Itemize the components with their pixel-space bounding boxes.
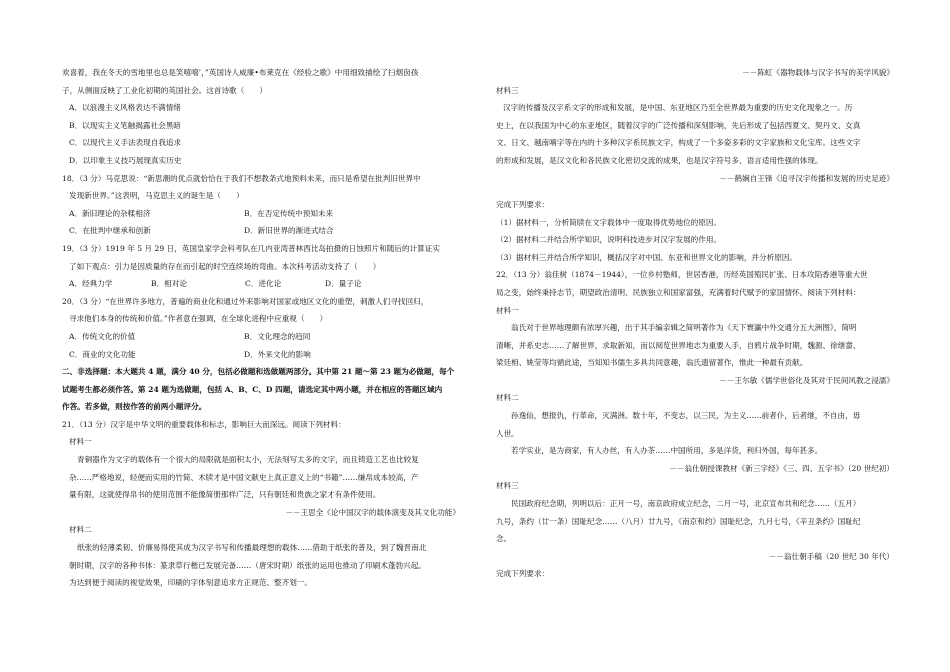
requirement-item: （1）据材料一，分析简牍在文字载体中一度取得优势地位的原因。 <box>496 217 722 227</box>
q18-line: 18．（3 分）马克思说：“新思潮的优点就恰恰在于我们不想教条式地预料未来，而只是希望在批判旧世界中 <box>62 173 421 183</box>
material-label: 材料三 <box>496 85 519 95</box>
q17-option-a: A．以浪漫主义风格表达不满情绪 <box>69 103 181 113</box>
right-column <box>496 64 898 583</box>
q20-options-row <box>62 328 464 346</box>
q19-options-row <box>62 275 464 293</box>
material-text: 翁氏对于世界地理颇有浓厚兴趣，出于其手编亲辑之简明著作为《天下寰瀛中外交通分五大洲图》，简明 <box>511 323 857 333</box>
material-text: 梁廷枏、姚莹等均循此途，当知知书儒生多具共同意趣，翁氏遗留著作，惟此一种最有贡献。 <box>496 358 808 368</box>
material-source: －－王尔敏《儒学世俗化及其对于民间风教之浸濡》 <box>719 375 894 385</box>
q20-option-a: A．传统文化的价值 <box>69 331 136 341</box>
material-text: 杂……严格地说，轻便而实用的竹简、木牍才是中国文献史上真正意义上的“书籍”……缣帛成本较高，产 <box>69 472 419 482</box>
q19-option-c: C．进化论 <box>245 279 282 289</box>
q18-options-row <box>62 205 464 223</box>
material-label: 材料一 <box>69 437 92 447</box>
section-heading: 作答。若多做，则按作答的前两小题评分。 <box>62 402 207 412</box>
material-text: 清晰，并系史志……了解世界，求取新知，而以阅览世界地志为重要入手，自鸦片战争时期，魏源、徐继畲、 <box>496 340 861 350</box>
q17-option-b: B．以现实主义笔触揭露社会黑暗 <box>69 120 181 130</box>
left-column <box>62 64 464 592</box>
material-text: 朝时期，汉字的各种书体：篆隶草行楷已发展完备……（唐宋时期）纸张的运用也推动了印刷术蓬勃兴起。 <box>69 560 426 570</box>
material-text: 汉字的传播及汉字系文字的形成和发展，是中国、东亚地区乃至全世界最为重要的历史文化现象之一。历 <box>503 103 853 113</box>
material-source: －－翁仕朝授课教材《新三字经》《三、四、五字书》（20 世纪初） <box>669 463 894 473</box>
q20-options-row <box>62 346 464 364</box>
q17-line: 子，从侧面反映了工业化初期的英国社会。这首诗歌（ ） <box>62 85 268 95</box>
q18-option-d: D．新旧世界的渐进式结合 <box>244 226 334 236</box>
material-source: －－鹤娴自王锋《追寻汉字传播和发展的历史足迹》 <box>719 173 894 183</box>
q18-option-b: B．在否定传统中预知未来 <box>244 208 334 218</box>
requirements-heading: 完成下列要求： <box>496 199 550 209</box>
section-heading: 二、非选择题：本大题共 4 题，满分 40 分，包括必做题和选做题两部分。其中第 21 题～第 23 题为必做题，每个 <box>62 367 455 377</box>
material-label: 材料二 <box>496 393 519 403</box>
material-text: 人世。 <box>496 428 519 438</box>
material-label: 材料一 <box>496 305 519 315</box>
material-source: －－翁仕朝手稿（20 世纪 30 年代） <box>768 551 894 561</box>
q20-line: 寻求他们本身的传统和价值。”作者意在强调，在全球化进程中应重视（ ） <box>69 314 328 324</box>
material-text: 念。 <box>496 534 512 544</box>
material-text: 为达到便于阅读的视觉效果，印刷的字体刻意追求方正规范、整齐划一。 <box>69 578 312 588</box>
spacer <box>496 187 898 196</box>
material-text: 文、日文、越南喃字等在内的十多种汉字系民族文字，构成了一个多姿多彩的文字家族和文化宝库。这些文字 <box>496 138 861 148</box>
section-heading: 试题考生都必须作答。第 24 题为选做题，包括 A、B、C、D 四题，请选定其中两小题，并在相应的答题区域内 <box>62 384 443 394</box>
q17-line: 欢喜着，我在冬天的雪地里也总是笑嘻嘻’，”英国诗人威廉•布莱克在《经验之歌》中用细致描绘了扫烟囱孩 <box>62 68 419 77</box>
q19-option-d: D．量子论 <box>325 279 362 289</box>
q18-option-a: A．新旧理论的杂糅相济 <box>69 208 151 218</box>
material-text: 孙逸仙，想报仇，行革命，灭满洲。数十年，不变志，以三民，为主义……前者仆，后者继，不自由，毋 <box>511 411 861 421</box>
q18-line: 发现新世界。”这表明，马克思主义的诞生是（ ） <box>69 191 244 201</box>
q18-option-c: C．在批判中继承和创新 <box>69 226 151 236</box>
material-label: 材料三 <box>496 481 519 491</box>
material-text: 量有限，这就使得帛书的使用范围不能像简册那样广泛，只有朝廷和贵族之家才有条件使用。 <box>69 490 381 500</box>
material-source: －－陈虹《器物载体与汉字书写的美学风貌》 <box>742 68 894 77</box>
q19-line: 19．（3 分）1919 年 5 月 29 日，英国皇家学会科考队在几内亚湾普林西比岛拍摄的日蚀照片和随后的计算证实 <box>62 243 440 253</box>
requirement-item: （3）据材料三并结合所学知识，概括汉字对中国、东亚和世界文化的影响，并分析原因。 <box>496 252 797 262</box>
material-label: 材料二 <box>69 525 92 535</box>
material-source: －－王思全《论中国汉字的载体演变及其文化功能》 <box>285 507 460 517</box>
requirement-item: （2）据材料二并结合所学知识，说明科技进步对汉字发展的作用。 <box>496 235 722 245</box>
q20-option-c: C．商业的文化功能 <box>69 349 136 359</box>
q19-line: 了如下观点：引力是因质量的存在而引起的时空连续场的弯曲。本次科考活动支持了（ ） <box>69 261 381 271</box>
q22-line: 22．（13 分）翁佳树（1874－1944），一位乡村塾师，世居香港，历经英国殖民扩张、日本攻陷香港等重大世 <box>496 270 868 280</box>
material-text: 九号，条约（廿一条）国耻纪念……（八月）廿九号，《南京和约》国耻纪念，九月七号，《辛丑条约》国耻纪 <box>496 516 861 526</box>
material-text: 青铜器作为文字的载体有一个很大的局限就是面积太小，无法刻写太多的文字，而且铸造工艺也比较复 <box>77 455 419 465</box>
material-text: 若学实业，是为商家，有人办丝，有人办茶……中国所用，多是洋货，利归外国，每年甚多。 <box>511 446 823 456</box>
q20-option-d: D．外来文化的影响 <box>244 349 311 359</box>
material-text: 的形成和发展，是汉文化和各民族文化密切交流的成果，也是汉字符号多、语言适用性强的体现。 <box>496 155 823 165</box>
q19-option-b: B．相对论 <box>151 279 187 289</box>
q20-line: 20．（3 分）“在世界许多地方，普遍的商业化和通过外来影响对国家或地区文化的重塑，刺激人们寻找回归， <box>62 296 429 306</box>
q19-option-a: A．经典力学 <box>69 279 113 289</box>
requirements-heading: 完成下列要求： <box>496 569 550 579</box>
material-text: 民国政府纪念期，列明以后：正月一号，南京政府成立纪念，二月一号，北京宣布共和纪念……（五月） <box>511 499 861 509</box>
material-text: 史上，在以我国为中心的东亚地区，随着汉字的广泛传播和深刻影响，先后形成了包括西夏文、契丹文、女真 <box>496 120 861 130</box>
q17-option-d: D．以印象主义技巧展现真实历史 <box>69 155 182 165</box>
q17-option-c: C．以现代主义手法表现自我追求 <box>69 138 182 148</box>
q21-title: 21．（13 分）汉字是中华文明的重要载体和标志，影响巨大而深远。阅读下列材料： <box>62 419 346 429</box>
q20-option-b: B．文化理念的趋同 <box>244 331 311 341</box>
material-text: 纸张的轻薄柔韧、价廉易得使其成为汉字书写和传播最理想的载体……借助于纸张的普及，到了魏晋南北 <box>77 543 427 553</box>
q18-options-row <box>62 222 464 240</box>
q22-line: 局之变，始终秉持志节，期望政治清明、民族独立和国家富强，充满着时代赋予的家国情怀。阅读下列材料： <box>496 287 861 297</box>
